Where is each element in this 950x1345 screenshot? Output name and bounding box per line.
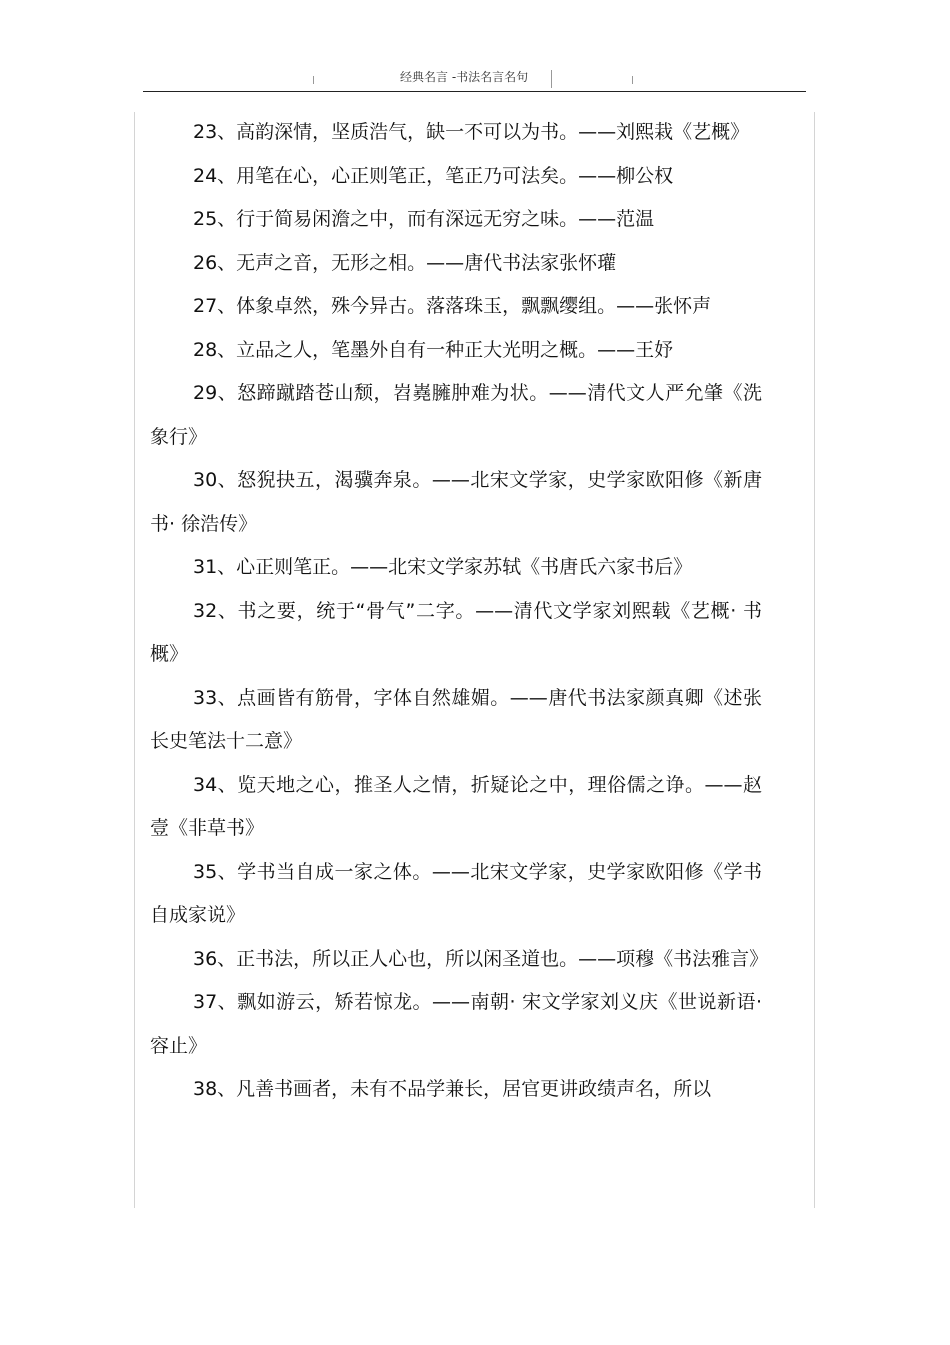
quote-36: 36、正书法，所以正人心也，所以闲圣道也。——项穆《书法雅言》 [193, 947, 769, 970]
quote-35: 35、学书当自成一家之体。——北宋文学家，史学家欧阳修《学书自成家说》 [150, 860, 762, 926]
quote-33: 33、点画皆有筋骨，字体自然雄媚。——唐代书法家颜真卿《述张长史笔法十二意》 [150, 686, 762, 752]
quote-26: 26、无声之音，无形之相。——唐代书法家张怀瓘 [193, 251, 617, 274]
quote-25: 25、行于简易闲澹之中，而有深远无穷之味。——范温 [193, 208, 655, 230]
quote-27: 27、体象卓然，殊今异古。落落珠玉，飘飘缨组。——张怀声 [193, 295, 712, 317]
header-tick-mid [551, 70, 552, 88]
left-margin-line [134, 112, 135, 1208]
quote-23: 23、高韵深情，坚质浩气，缺一不可以为书。——刘熙栽《艺概》 [193, 121, 750, 143]
quote-list [150, 111, 769, 1112]
quote-32: 32、书之要，统于“骨气”二字。——清代文学家刘熙载《艺概· 书概》 [150, 599, 762, 665]
quote-24: 24、用笔在心，心正则笔正，笔正乃可法矣。——柳公权 [193, 164, 674, 187]
header-tick-left [313, 76, 314, 84]
quote-38: 38、凡善书画者，未有不品学兼长，居官更讲政绩声名，所以 [193, 1078, 712, 1100]
quote-28: 28、立品之人，笔墨外自有一种正大光明之概。——王妤 [193, 338, 674, 361]
quote-31: 31、心正则笔正。——北宋文学家苏轼《书唐氏六家书后》 [193, 556, 693, 578]
header-title: 经典名言 -书法名言名句 [400, 70, 529, 84]
quote-37: 37、飘如游云，矫若惊龙。——南朝· 宋文学家刘义庆《世说新语· 容止》 [150, 991, 762, 1057]
header-tick-right [632, 76, 633, 84]
quote-30: 30、怒猊抉五，渴骥奔泉。——北宋文学家，史学家欧阳修《新唐书· 徐浩传》 [150, 469, 762, 535]
quote-34: 34、览天地之心，推圣人之情，折疑论之中，理俗儒之诤。——赵壹《非草书》 [150, 773, 762, 839]
quote-29: 29、怒蹄蹴踏苍山颓，岧嶤臃肿难为状。——清代文人严允肇《洗象行》 [150, 382, 762, 448]
header-rule [143, 91, 806, 92]
right-margin-line [814, 112, 815, 1208]
